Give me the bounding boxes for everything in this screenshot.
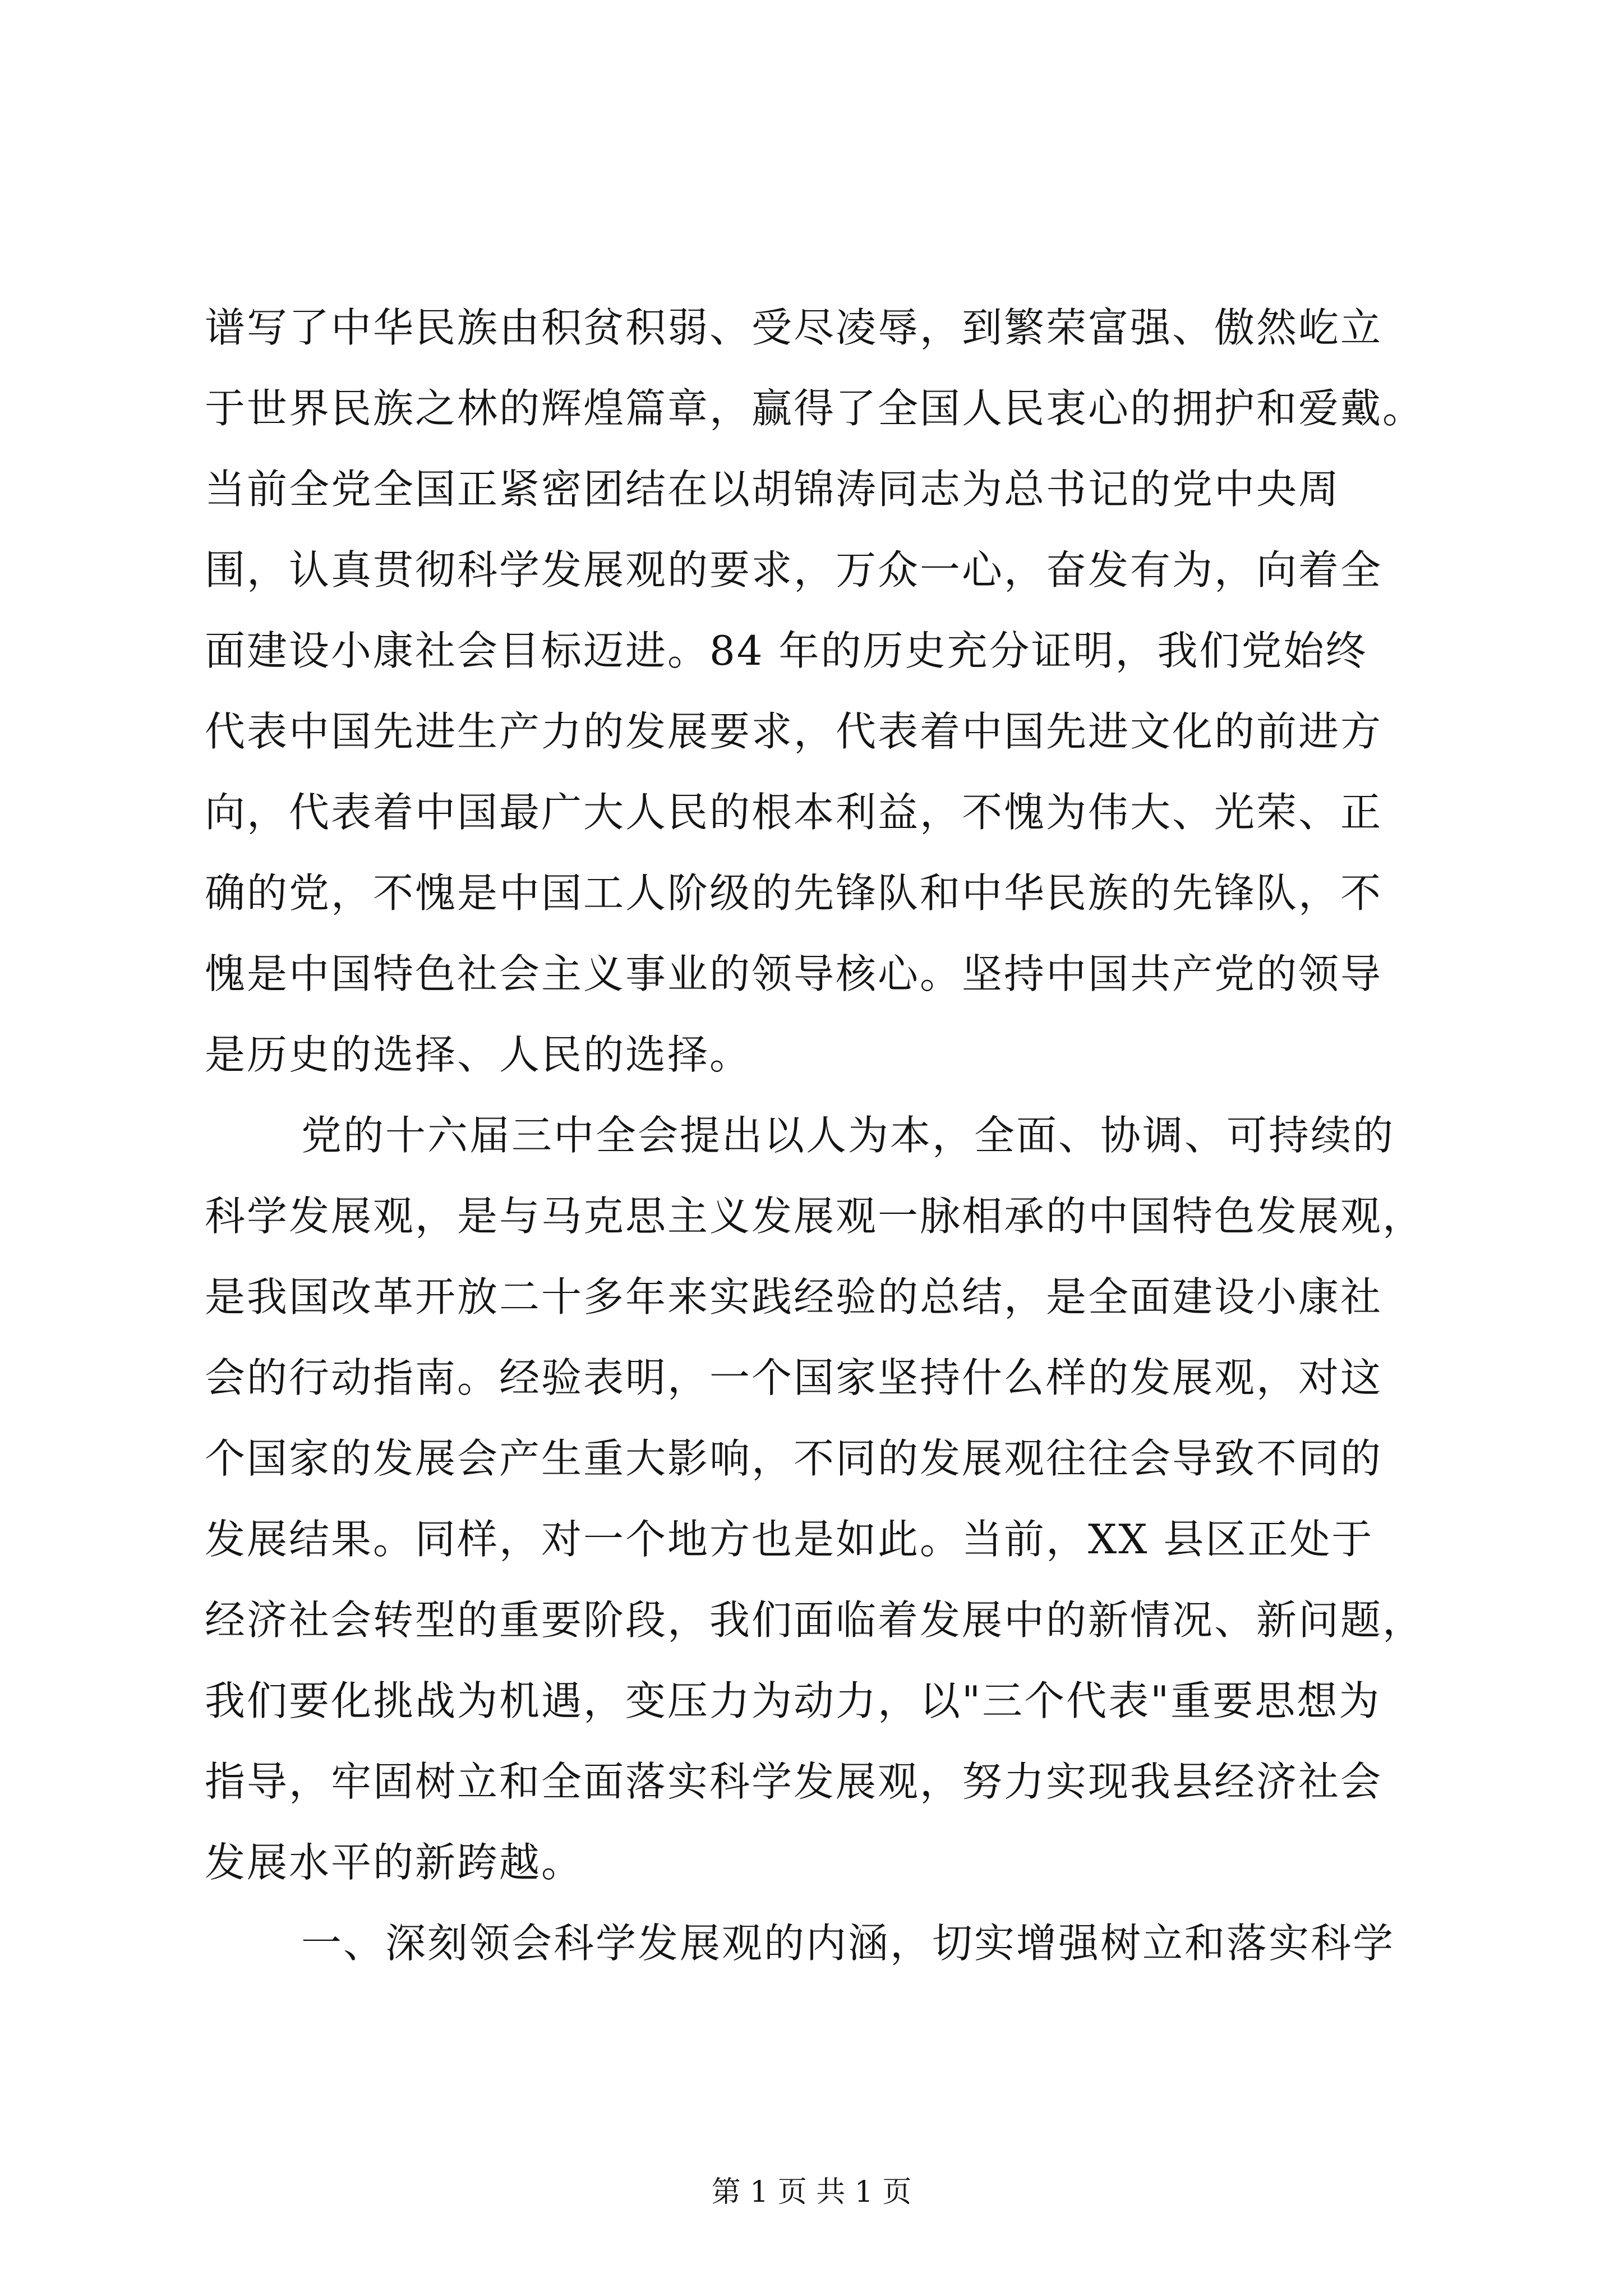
document-body <box>205 287 1425 1984</box>
text-line: 谱写了中华民族由积贫积弱、受尽凌辱，到繁荣富强、傲然屹立 <box>205 304 1383 351</box>
text-line: 是我国改革开放二十多年来实践经验的总结，是全面建设小康社 <box>205 1273 1383 1320</box>
text-line: 科学发展观，是与马克思主义发展观一脉相承的中国特色发展观， <box>205 1193 1425 1240</box>
text-line: 代表中国先进生产力的发展要求，代表着中国先进文化的前进方 <box>205 708 1383 755</box>
text-line: 当前全党全国正紧密团结在以胡锦涛同志为总书记的党中央周 <box>205 466 1341 513</box>
text-line: 会的行动指南。经验表明，一个国家坚持什么样的发展观，对这 <box>205 1354 1383 1401</box>
text-line: 我们要化挑战为机遇，变压力为动力，以"三个代表"重要思想为 <box>205 1677 1381 1724</box>
text-line: 愧是中国特色社会主义事业的领导核心。坚持中国共产党的领导 <box>205 950 1383 997</box>
text-line: 面建设小康社会目标迈进。84 年的历史充分证明，我们党始终 <box>205 627 1368 674</box>
section-heading-line: 一、深刻领会科学发展观的内涵，切实增强树立和落实科学 <box>301 1920 1395 1967</box>
text-line: 经济社会转型的重要阶段，我们面临着发展中的新情况、新问题， <box>205 1596 1425 1644</box>
text-line: 向，代表着中国最广大人民的根本利益，不愧为伟大、光荣、正 <box>205 789 1383 836</box>
paragraph-first-line: 党的十六届三中全会提出以人为本，全面、协调、可持续的 <box>301 1112 1395 1159</box>
text-line: 确的党，不愧是中国工人阶级的先锋队和中华民族的先锋队，不 <box>205 869 1383 917</box>
text-line: 围，认真贯彻科学发展观的要求，万众一心，奋发有为，向着全 <box>205 546 1383 593</box>
text-line: 是历史的选择、人民的选择。 <box>205 1031 752 1078</box>
page-number-label: 第 1 页 共 1 页 <box>711 2175 912 2209</box>
text-line: 于世界民族之林的辉煌篇章，赢得了全国人民衷心的拥护和爱戴。 <box>205 385 1425 432</box>
page-footer <box>0 2175 1623 2209</box>
text-line: 个国家的发展会产生重大影响，不同的发展观往往会导致不同的 <box>205 1435 1383 1482</box>
text-line: 发展水平的新跨越。 <box>205 1839 584 1886</box>
text-line: 发展结果。同样，对一个地方也是如此。当前，XX 县区正处于 <box>205 1516 1374 1563</box>
text-line: 指导，牢固树立和全面落实科学发展观，努力实现我县经济社会 <box>205 1758 1383 1805</box>
